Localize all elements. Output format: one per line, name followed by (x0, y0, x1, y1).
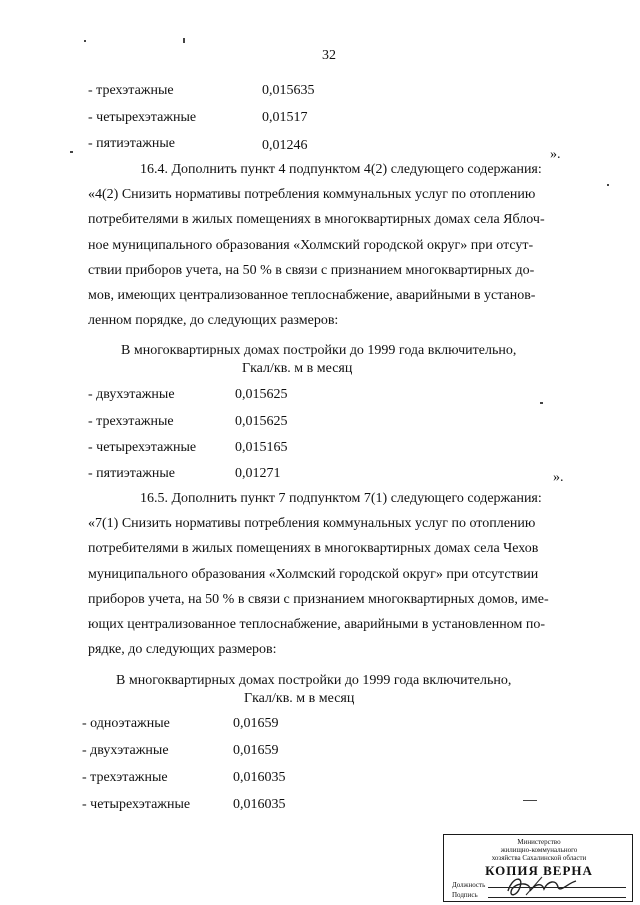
handwritten-signature (502, 871, 582, 901)
paragraph-line: ющих централизованное теплоснабжение, аварийными в установленном по- (88, 617, 546, 633)
list-item-value: 0,015625 (235, 414, 288, 429)
list-item-label: - трехэтажные (82, 770, 168, 785)
list-item-value: 0,01659 (233, 743, 279, 758)
list-item-label: - пятиэтажные (88, 466, 176, 481)
stamp-region: хозяйства Сахалинской области (491, 854, 587, 862)
list-item-value: 0,01517 (262, 110, 308, 125)
list-item-value: 0,01659 (233, 716, 279, 731)
paragraph-line: ное муниципального образования «Холмский городской округ» при отсут- (88, 237, 534, 253)
list-item-value: 0,016035 (233, 797, 286, 812)
list-item-value: 0,01271 (235, 466, 281, 481)
table-unit: Гкал/кв. м в месяц (244, 691, 355, 706)
paragraph-line: ствии приборов учета, на 50 % в связи с признанием многоквартирных до- (88, 262, 535, 278)
paragraph-16-4 (88, 157, 586, 333)
list-item-label: - четырехэтажные (88, 440, 197, 455)
list-item-label: - двухэтажные (88, 387, 175, 402)
paragraph-line: рядке, до следующих размеров: (88, 642, 277, 658)
table-heading: В многоквартирных домах постройки до 1999 года включительно, (121, 343, 517, 358)
list-item-value: 0,015165 (235, 440, 288, 455)
stamp-title: КОПИЯ ВЕРНА (485, 863, 593, 878)
paragraph-16-5 (88, 486, 586, 662)
list-item-label: - трехэтажные (88, 83, 174, 98)
closing-quote: ». (553, 470, 564, 485)
list-item-label: - двухэтажные (82, 743, 169, 758)
scan-speck (84, 40, 86, 42)
scan-speck (607, 184, 609, 186)
list-item-value: 0,01246 (262, 138, 308, 153)
list-item-label: - четырехэтажные (82, 797, 191, 812)
scan-speck (540, 402, 543, 404)
paragraph-line: потребителями в жилых помещениях в многоквартирных домах села Чехов (88, 541, 539, 557)
list-item-value: 0,016035 (233, 770, 286, 785)
list-item-value: 0,015635 (262, 83, 315, 98)
stamp-signature-label: Подпись (452, 891, 478, 899)
scan-speck (523, 800, 537, 801)
stamp-position-label: Должность (452, 881, 486, 889)
paragraph-line: потребителями в жилых помещениях в многоквартирных домах села Яблоч- (88, 212, 545, 228)
paragraph-line: ленном порядке, до следующих размеров: (88, 313, 339, 329)
paragraph-line: приборов учета, на 50 % в связи с признанием многоквартирных домов, име- (88, 591, 549, 607)
paragraph-line: «4(2) Снизить нормативы потребления коммунальных услуг по отоплению (88, 187, 536, 203)
list-item-label: - одноэтажные (82, 716, 170, 731)
paragraph-line: муниципального образования «Холмский городской округ» при отсутствии (88, 566, 539, 582)
paragraph-line: 16.4. Дополнить пункт 4 подпунктом 4(2) следующего содержания: (140, 162, 542, 177)
table-unit: Гкал/кв. м в месяц (242, 361, 353, 376)
stamp-department: жилищно-коммунального (500, 846, 578, 854)
paragraph-line: 16.5. Дополнить пункт 7 подпунктом 7(1) следующего содержания: (140, 491, 542, 506)
scan-speck (70, 151, 73, 153)
scan-speck (183, 38, 185, 43)
paragraph-line: «7(1) Снизить нормативы потребления коммунальных услуг по отоплению (88, 516, 536, 532)
list-item-label: - пятиэтажные (88, 136, 176, 151)
table-heading: В многоквартирных домах постройки до 1999 года включительно, (116, 673, 512, 688)
list-item-label: - трехэтажные (88, 414, 174, 429)
paragraph-line: мов, имеющих централизованное теплоснабжение, аварийными в установ- (88, 288, 536, 304)
page-number: 32 (322, 48, 336, 63)
stamp-ministry: Министерство (517, 838, 561, 846)
list-item-label: - четырехэтажные (88, 110, 197, 125)
list-item-value: 0,015625 (235, 387, 288, 402)
closing-quote: ». (550, 147, 561, 162)
certification-stamp (443, 834, 633, 902)
